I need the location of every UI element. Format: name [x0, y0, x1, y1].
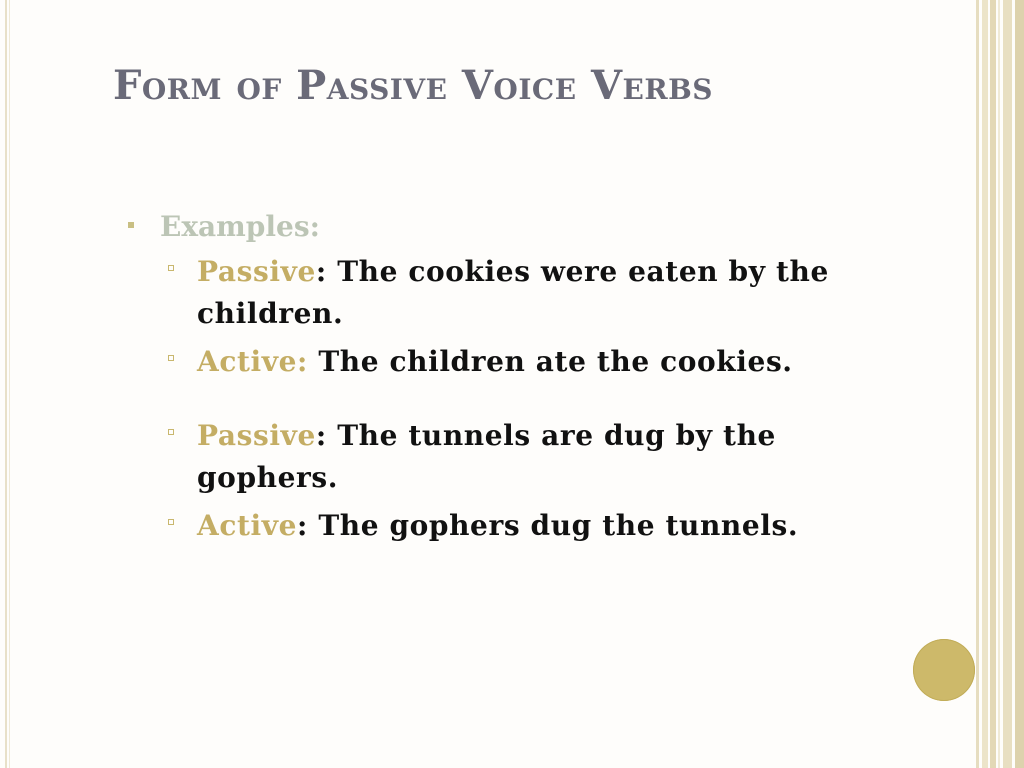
example-sentence: : The gophers dug the tunnels. [297, 509, 799, 542]
right-stripe [990, 0, 996, 768]
sub-bullet-passive-2 [168, 415, 908, 499]
keyword: Active: [197, 345, 308, 378]
right-stripe [976, 0, 979, 768]
sub-bullet-active-1 [168, 341, 908, 383]
hollow-square-bullet-icon [168, 355, 174, 361]
right-stripe [1003, 0, 1012, 768]
left-border-inner [9, 0, 10, 768]
slide-title: Form of Passive Voice Verbs [113, 62, 714, 109]
right-stripe [998, 0, 1000, 768]
hollow-square-bullet-icon [168, 429, 174, 435]
bullet-label: Examples: [160, 210, 320, 243]
hollow-square-bullet-icon [168, 519, 174, 525]
slide-body [128, 205, 908, 547]
example-sentence: The children ate the cookies. [307, 345, 793, 378]
keyword: Active [197, 509, 298, 542]
bullet-examples [128, 205, 908, 249]
decorative-circle [913, 639, 975, 701]
sub-bullet-active-2 [168, 505, 908, 547]
keyword: Passive [197, 255, 316, 288]
example-sentence: : The tunnels are dug by the gophers. [197, 419, 776, 494]
example-sentence: : The cookies were eaten by the children. [197, 255, 829, 330]
right-stripe [982, 0, 988, 768]
right-stripe [1015, 0, 1024, 768]
keyword: Passive [197, 419, 316, 452]
hollow-square-bullet-icon [168, 265, 174, 271]
square-bullet-icon [128, 222, 134, 228]
sub-bullet-passive-1 [168, 251, 908, 335]
left-border [5, 0, 7, 768]
